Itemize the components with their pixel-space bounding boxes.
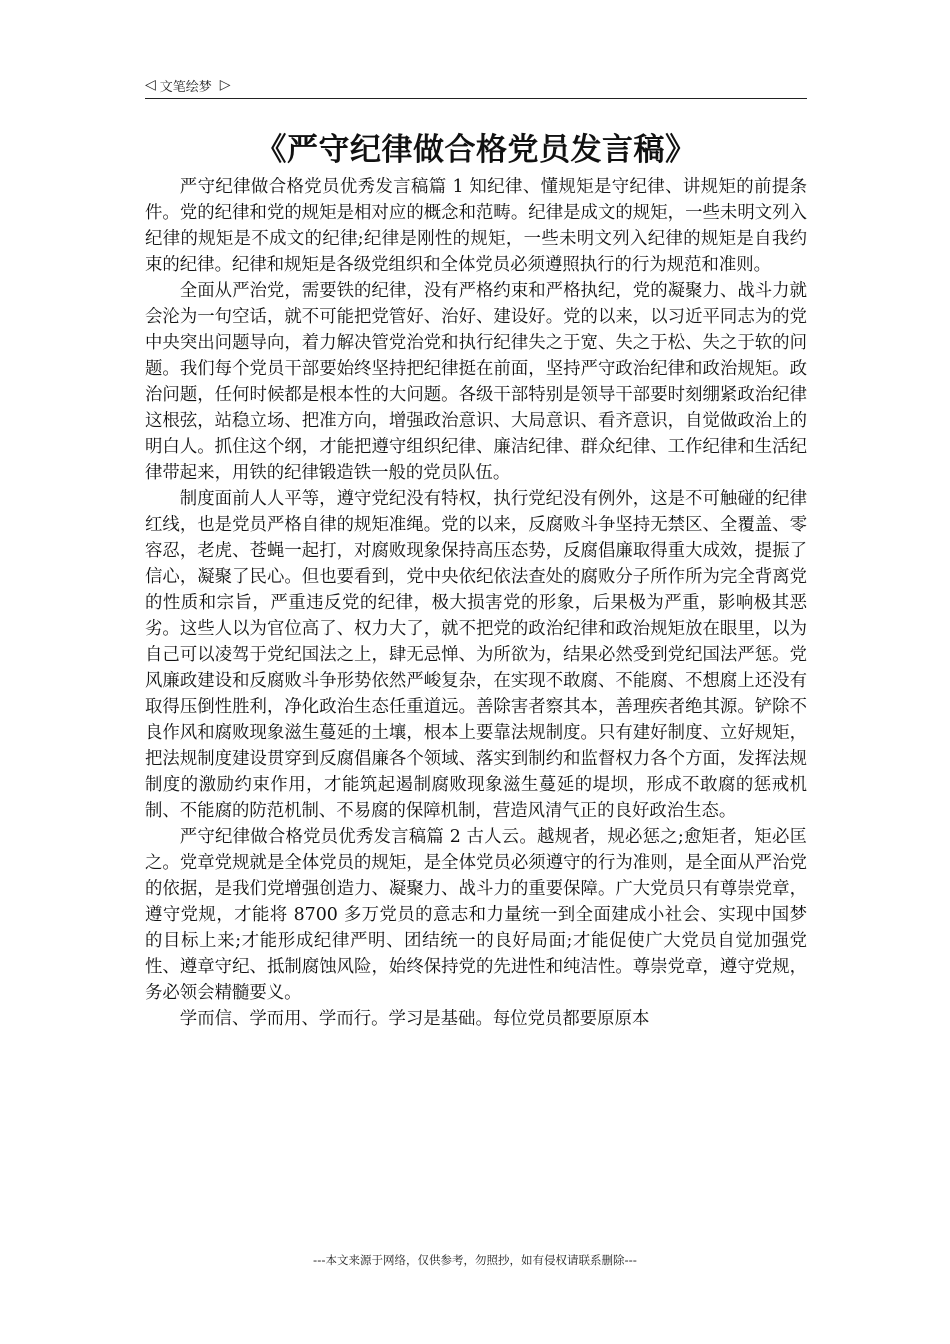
footer-notice: ---本文来源于网络，仅供参考，勿照抄，如有侵权请联系删除--- xyxy=(313,1253,637,1267)
paragraph: 严守纪律做合格党员优秀发言稿篇 1 知纪律、懂规矩是守纪律、讲规矩的前提条件。党的纪律和党的规矩是相对应的概念和范畴。纪律是成文的规矩，一些未明文列入纪律的规矩是不成文的纪律;纪律是刚性的规矩，一些未明文列入纪律的规矩是自我约束的纪律。纪律和规矩是各级党组织和全体党员必须遵照执行的行为规范和准则。 xyxy=(145,177,807,275)
paragraph: 学而信、学而用、学而行。学习是基础。每位党员都要原原本 xyxy=(179,1009,650,1029)
paragraph: 严守纪律做合格党员优秀发言稿篇 2 古人云。越规者，规必惩之;愈矩者，矩必匡之。党章党规就是全体党员的规矩，是全体党员必须遵守的行为准则，是全面从严治党的依据，是我们党增强创造力、凝聚力、战斗力的重要保障。广大党员只有尊崇党章，遵守党规，才能将 8700 多万党员的意志和力量统一到全面建成小社会、实现中国梦的目标上来;才能形成纪律严明、团结统一的良好局面;才能促使广大党员自觉加强党性、遵章守纪、抵制腐蚀风险，始终保持党的先进性和纯洁性。尊崇党章，遵守党规，务必领会精髓要义。 xyxy=(145,827,807,1003)
header-brand: 文笔绘梦 xyxy=(159,79,212,95)
paragraph: 全面从严治党，需要铁的纪律，没有严格约束和严格执纪，党的凝聚力、战斗力就会沦为一句空话，就不可能把党管好、治好、建设好。党的以来，以习近平同志为的党中央突出问题导向，着力解决管党治党和执行纪律失之于宽、失之于松、失之于软的问题。我们每个党员干部要始终坚持把纪律挺在前面，坚持严守政治纪律和政治规矩。政治问题，任何时候都是根本性的大问题。各级干部特别是领导干部要时刻绷紧政治纪律这根弦，站稳立场、把准方向，增强政治意识、大局意识、看齐意识，自觉做政治上的明白人。抓住这个纲，才能把遵守组织纪律、廉洁纪律、群众纪律、工作纪律和生活纪律带起来，用铁的纪律锻造铁一般的党员队伍。 xyxy=(145,281,807,483)
page-header xyxy=(145,74,807,96)
document-body xyxy=(145,174,807,1224)
paragraph: 制度面前人人平等，遵守党纪没有特权，执行党纪没有例外，这是不可触碰的纪律红线，也是党员严格自律的规矩准绳。党的以来，反腐败斗争坚持无禁区、全覆盖、零容忍，老虎、苍蝇一起打，对腐败现象保持高压态势，反腐倡廉取得重大成效，提振了信心，凝聚了民心。但也要看到，党中央依纪依法查处的腐败分子所作所为完全背离党的性质和宗旨，严重违反党的纪律，极大损害党的形象，后果极为严重，影响极其恶劣。这些人以为官位高了、权力大了，就不把党的政治纪律和政治规矩放在眼里，以为自己可以凌驾于党纪国法之上，肆无忌惮、为所欲为，结果必然受到党纪国法严惩。党风廉政建设和反腐败斗争形势依然严峻复杂，在实现不敢腐、不能腐、不想腐上还没有取得压倒性胜利，净化政治生态任重道远。善除害者察其本，善理疾者绝其源。铲除不良作风和腐败现象滋生蔓延的土壤，根本上要靠法规制度。只有建好制度、立好规矩，把法规制度建设贯穿到反腐倡廉各个领域、落实到制约和监督权力各个方面，发挥法规制度的激励约束作用，才能筑起遏制腐败现象滋生蔓延的堤坝，形成不敢腐的惩戒机制、不能腐的防范机制、不易腐的保障机制，营造风清气正的良好政治生态。 xyxy=(145,489,807,821)
right-triangle-icon: ▷ xyxy=(219,77,231,93)
left-triangle-icon: ◁ xyxy=(145,77,156,93)
document-title: 《严守纪律做合格党员发言稿》 xyxy=(255,132,697,168)
header-divider xyxy=(145,98,807,99)
